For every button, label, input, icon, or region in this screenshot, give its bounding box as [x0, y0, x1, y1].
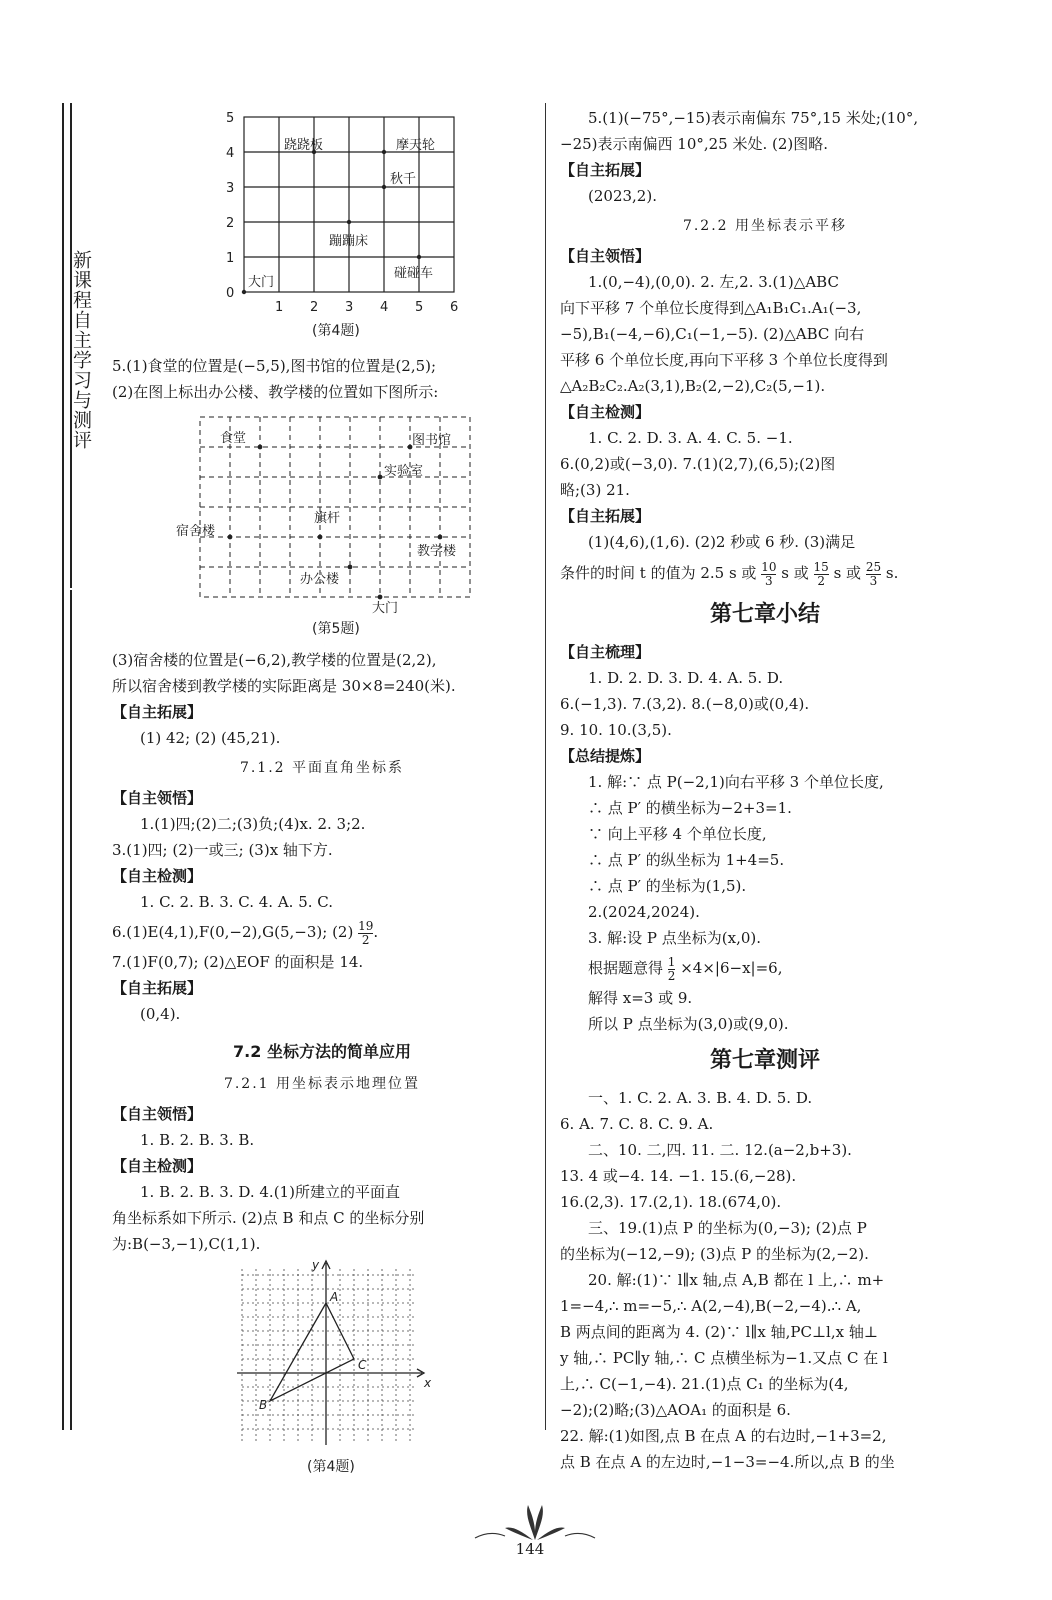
section-heading: 【自主梳理】	[560, 643, 651, 661]
answer-line: y 轴,∴ PC∥y 轴,∴ C 点横坐标为−1.又点 C 在 l	[560, 1349, 888, 1367]
label-library: 图书馆	[412, 433, 452, 448]
section-heading: 【自主拓展】	[560, 161, 651, 179]
answer-line: (2023,2).	[588, 187, 657, 205]
answer-line: 13. 4 或−4. 14. −1. 15.(6,−28).	[560, 1167, 797, 1185]
point-b-label: B	[259, 1398, 268, 1412]
label-trampoline: 蹦蹦床	[329, 234, 369, 249]
answer-line: 1.(1)四;(2)二;(3)负;(4)x. 2. 3;2.	[140, 815, 366, 833]
fraction-denominator: 2	[361, 932, 370, 947]
label-seesaw: 跷跷板	[284, 138, 324, 153]
chapter-test-title: 第七章测评	[709, 1048, 820, 1073]
answer-text: s.	[885, 564, 899, 582]
section-heading: 【自主领悟】	[560, 247, 651, 265]
answer-line	[560, 555, 970, 591]
answer-line: ∴ 点 P′ 的横坐标为−2+3=1.	[588, 799, 792, 817]
answer-line: (1) 42; (2) (45,21).	[140, 729, 281, 747]
point-c-label: C	[358, 1358, 367, 1372]
answer-line: −25)表示南偏西 10°,25 米处. (2)图略.	[560, 135, 829, 153]
answer-line: 角坐标系如下所示. (2)点 B 和点 C 的坐标分别	[112, 1209, 425, 1227]
answer-line: (2)在图上标出办公楼、教学楼的位置如下图所示:	[112, 383, 439, 401]
answer-line: 所以 P 点坐标为(3,0)或(9,0).	[588, 1015, 789, 1033]
answer-line: 的坐标为(−12,−9); (3)点 P 的坐标为(2,−2).	[560, 1245, 869, 1263]
answer-line: 略;(3) 21.	[560, 481, 630, 499]
figure-caption: (第4题)	[312, 323, 360, 339]
answer-line	[560, 951, 970, 985]
figure-campus-map	[112, 409, 532, 639]
answer-text: s 或	[833, 564, 862, 582]
x-tick: 2	[310, 300, 319, 315]
axis-y-label: y	[312, 1258, 320, 1272]
label-office-building: 办公楼	[300, 572, 340, 587]
y-tick: 1	[226, 251, 235, 266]
answer-line: 三、19.(1)点 P 的坐标为(0,−3); (2)点 P	[588, 1219, 867, 1237]
answer-line: 6.(−1,3). 7.(3,2). 8.(−8,0)或(0,4).	[560, 695, 810, 713]
section-heading: 【自主拓展】	[112, 703, 203, 721]
answer-line: 1. C. 2. D. 3. A. 4. C. 5. −1.	[588, 429, 793, 447]
answer-line: ∴ 点 P′ 的纵坐标为 1+4=5.	[588, 851, 785, 869]
left-column	[112, 105, 532, 1485]
answer-line: 1. C. 2. B. 3. C. 4. A. 5. C.	[140, 893, 333, 911]
leaf-ornament-icon	[470, 1500, 600, 1545]
point-a-label: A	[330, 1290, 339, 1304]
column-divider	[545, 103, 546, 1430]
y-tick: 2	[226, 216, 235, 231]
axis-x-label: x	[424, 1376, 432, 1390]
section-title: 7.2 坐标方法的简单应用	[233, 1042, 411, 1061]
x-tick: 1	[275, 300, 284, 315]
fraction-denominator: 2	[817, 573, 825, 588]
answer-line: 平移 6 个单位长度,再向下平移 3 个单位长度得到	[560, 351, 888, 369]
subsection-title: 7.1.2 平面直角坐标系	[239, 760, 405, 776]
fraction-numerator: 15	[813, 559, 829, 574]
answer-line: 上,∴ C(−1,−4). 21.(1)点 C₁ 的坐标为(4,	[560, 1375, 849, 1393]
answer-line: B 两点间的距离为 4. (2)∵ l∥x 轴,PC⊥l,x 轴⊥	[560, 1323, 878, 1341]
answer-line: 20. 解:(1)∵ l∥x 轴,点 A,B 都在 l 上,∴ m+	[588, 1271, 885, 1289]
answer-line: △A₂B₂C₂.A₂(3,1),B₂(2,−2),C₂(5,−1).	[560, 377, 826, 395]
answer-line: 二、10. 二,四. 11. 二. 12.(a−2,b+3).	[588, 1141, 852, 1159]
answer-line: 3. 解:设 P 点坐标为(x,0).	[588, 929, 762, 947]
section-heading: 【自主拓展】	[112, 979, 203, 997]
y-tick: 3	[226, 181, 235, 196]
subsection-title: 7.2.1 用坐标表示地理位置	[223, 1076, 421, 1092]
right-column	[560, 105, 970, 1475]
answer-line: 1.(0,−4),(0,0). 2. 左,2. 3.(1)△ABC	[588, 273, 839, 291]
x-tick: 4	[380, 300, 389, 315]
sidebar-rule-bottom	[70, 590, 100, 1430]
answer-line: 16.(2,3). 17.(2,1). 18.(674,0).	[560, 1193, 782, 1211]
fraction-numerator: 1	[667, 954, 676, 969]
y-tick: 5	[226, 111, 235, 126]
answer-line: 一、1. C. 2. A. 3. B. 4. D. 5. D.	[588, 1089, 813, 1107]
label-teaching-building: 教学楼	[417, 544, 457, 559]
answer-line: 1. 解:∵ 点 P(−2,1)向右平移 3 个单位长度,	[588, 773, 884, 791]
answer-line: 6. A. 7. C. 8. C. 9. A.	[560, 1115, 714, 1133]
answer-text: 根据题意得	[588, 959, 664, 977]
fraction-numerator: 19	[358, 918, 374, 933]
label-flagpole: 旗杆	[314, 511, 341, 526]
figure-triangle-grid	[112, 1257, 532, 1477]
answer-line: 22. 解:(1)如图,点 B 在点 A 的右边时,−1+3=2,	[560, 1427, 887, 1445]
answer-line: 1. B. 2. B. 3. B.	[140, 1131, 255, 1149]
y-tick: 4	[226, 146, 235, 161]
answer-line: ∵ 向上平移 4 个单位长度,	[588, 825, 767, 843]
section-heading: 【自主领悟】	[112, 789, 203, 807]
book-title: 新课程自主学习与测评	[70, 250, 92, 450]
answer-line: 1. D. 2. D. 3. D. 4. A. 5. D.	[588, 669, 784, 687]
section-heading: 【总结提炼】	[560, 747, 651, 765]
answer-line: −5),B₁(−4,−6),C₁(−1,−5). (2)△ABC 向右	[560, 325, 865, 343]
section-heading: 【自主领悟】	[112, 1105, 203, 1123]
fraction-denominator: 3	[765, 573, 773, 588]
section-heading: 【自主检测】	[560, 403, 651, 421]
fraction-denominator: 3	[869, 573, 878, 588]
page-number: 144	[515, 1540, 545, 1558]
label-dormitory: 宿舍楼	[176, 524, 216, 539]
answer-line: 7.(1)F(0,7); (2)△EOF 的面积是 14.	[112, 953, 364, 971]
label-canteen: 食堂	[220, 431, 247, 446]
answer-text: 条件的时间 t 的值为 2.5 s 或	[560, 564, 757, 582]
figure-playground-grid	[112, 105, 532, 345]
subsection-title: 7.2.2 用坐标表示平移	[682, 218, 848, 234]
answer-line: 6.(0,2)或(−3,0). 7.(1)(2,7),(6,5);(2)图	[560, 455, 836, 473]
answer-line: 9. 10. 10.(3,5).	[560, 721, 672, 739]
answer-line: (3)宿舍楼的位置是(−6,2),教学楼的位置是(2,2),	[112, 651, 437, 669]
label-ferris-wheel: 摩天轮	[396, 138, 436, 153]
section-heading: 【自主检测】	[112, 1157, 203, 1175]
answer-line: 5.(1)(−75°,−15)表示南偏东 75°,15 米处;(10°,	[588, 109, 919, 127]
answer-line: 6.(1)E(4,1),F(0,−2),G(5,−3); (2) $\frac{19}{2}$ .	[112, 918, 379, 947]
answer-line: −2);(2)略;(3)△AOA₁ 的面积是 6.	[560, 1401, 791, 1419]
answer-line: 点 B 在点 A 的左边时,−1−3=−4.所以,点 B 的坐	[560, 1453, 895, 1471]
answer-line: 解得 x=3 或 9.	[588, 989, 693, 1007]
answer-text: s 或	[781, 564, 809, 582]
answer-line: (1)(4,6),(1,6). (2)2 秒或 6 秒. (3)满足	[588, 533, 856, 551]
answer-line: 所以宿舍楼到教学楼的实际距离是 30×8=240(米).	[112, 677, 456, 695]
label-swing: 秋千	[390, 172, 417, 187]
answer-line: 1. B. 2. B. 3. D. 4.(1)所建立的平面直	[140, 1183, 400, 1201]
figure-caption: (第5题)	[312, 621, 360, 637]
answer-line: (0,4).	[140, 1005, 181, 1023]
fraction-denominator: 2	[667, 968, 676, 983]
section-heading: 【自主检测】	[112, 867, 203, 885]
label-bumper-car: 碰碰车	[394, 266, 434, 281]
label-gate: 大门	[372, 601, 399, 616]
x-tick: 6	[450, 300, 459, 315]
x-tick: 3	[345, 300, 354, 315]
answer-line: 为:B(−3,−1),C(1,1).	[112, 1235, 261, 1253]
answer-line: 2.(2024,2024).	[588, 903, 700, 921]
answer-line: 3.(1)四; (2)一或三; (3)x 轴下方.	[112, 841, 333, 859]
chapter-summary-title: 第七章小结	[709, 602, 820, 627]
figure-caption: (第4题)	[307, 1459, 355, 1475]
answer-line: ∴ 点 P′ 的坐标为(1,5).	[588, 877, 747, 895]
label-lab: 实验室	[384, 464, 424, 479]
answer-line: 向下平移 7 个单位长度得到△A₁B₁C₁.A₁(−3,	[560, 299, 862, 317]
label-gate: 大门	[248, 275, 275, 290]
answer-text: 6.(1)E(4,1),F(0,−2),G(5,−3); (2)	[112, 923, 354, 941]
fraction-numerator: 25	[865, 559, 882, 574]
y-tick: 0	[226, 286, 235, 301]
answer-line: 1=−4,∴ m=−5,∴ A(2,−4),B(−2,−4).∴ A,	[560, 1297, 862, 1315]
fraction-numerator: 10	[761, 559, 777, 574]
answer-text: ×4×|6−x|=6,	[680, 959, 783, 977]
x-tick: 5	[415, 300, 424, 315]
section-heading: 【自主拓展】	[560, 507, 651, 525]
answer-line: 5.(1)食堂的位置是(−5,5),图书馆的位置是(2,5);	[112, 357, 437, 375]
